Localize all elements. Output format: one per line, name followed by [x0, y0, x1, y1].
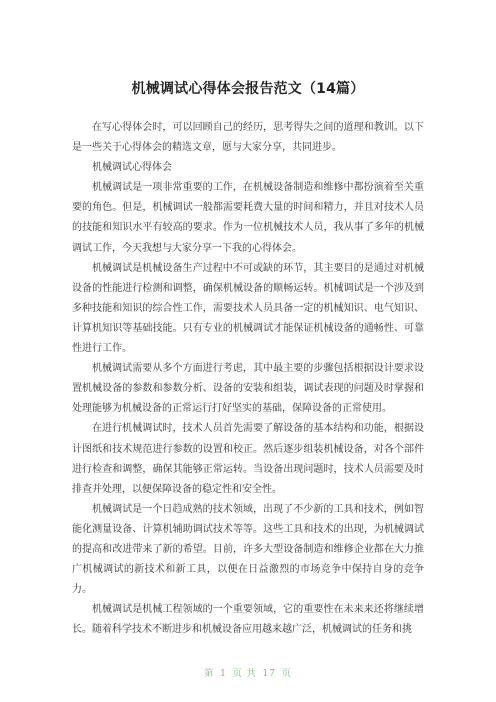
paragraph-intro: 在写心得体会时，可以回顾自己的经历，思考得失之间的道理和教训。以下是一些关于心得体会的精选文章，愿与大家分享，共同进步。 [72, 122, 424, 154]
footer-label-page: 第 [204, 669, 215, 679]
paragraph: 机械调试是一项非常重要的工作，在机械设备制造和维修中都扮演着至关重要的角色。但是，机械调试一般都需要耗费大量的时间和精力，并且对技术人员的技能和知识水平有较高的要求。作为一位机械技术人员，我从事了多年的机械调试工作，今天我想与大家分享一下我的心得体会。 [72, 182, 424, 254]
document-body [72, 118, 424, 640]
paragraph: 机械调试是机械设备生产过程中不可或缺的环节，其主要目的是通过对机械设备的性能进行检测和调整，确保机械设备的顺畅运转。机械调试是一个涉及到多种技能和知识的综合性工作，需要技术人员具备一定的机械知识、电气知识、计算机知识等基础技能。只有专业的机械调试才能保证机械设备的通畅性、可靠性进行工作。 [72, 262, 424, 355]
page-footer [0, 666, 496, 679]
paragraph: 在进行机械调试时，技术人员首先需要了解设备的基本结构和功能，根据设计图纸和技术规范进行参数的设置和校正。然后逐步组装机械设备，对各个部件进行检查和调整，确保其能够正常运转。当设备出现问题时，技术人员需要及时排查并处理，以便保障设备的稳定性和安全性。 [72, 423, 424, 495]
section-heading: 机械调试心得体会 [92, 162, 172, 174]
paragraph: 机械调试是一个日趋成熟的技术领域，出现了不少新的工具和技术，例如智能化测量设备、计算机辅助调试技术等等。这些工具和技术的出现，为机械调试的提高和改进带来了新的希望。目前，许多大型设备制造和维修企业都在大力推广机械调试的新技术和新工具，以便在日益激烈的市场竞争中保持自身的竞争力。 [72, 503, 424, 596]
footer-label-of: 页 共 [232, 669, 257, 679]
paragraph: 机械调试需要从多个方面进行考虑，其中最主要的步骤包括根据设计要求设置机械设备的参数和参数分析、设备的安装和组装，调试表现的问题及时掌握和处理能够为机械设备的正常运行打好坚实的基础，保障设备的正常使用。 [72, 363, 424, 415]
document-title: 机械调试心得体会报告范文（14篇） [131, 81, 365, 97]
footer-label-pages: 页 [281, 669, 292, 679]
current-page-number: 1 [220, 669, 227, 679]
paragraph: 机械调试是机械工程领域的一个重要领域，它的重要性在未来来还将继续增长。随着科学技术不断进步和机械设备应用越来越广泛，机械调试的任务和挑 [72, 604, 424, 636]
total-pages-number: 17 [262, 669, 276, 679]
